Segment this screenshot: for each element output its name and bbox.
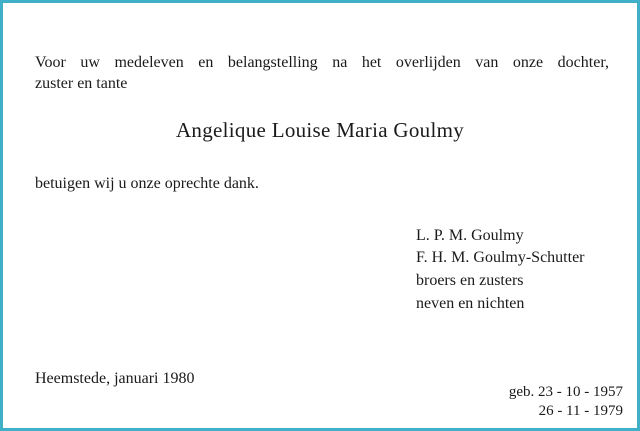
birth-date: geb. 23 - 10 - 1957	[508, 384, 623, 400]
intro-line-1: Voor uw medeleven en belangstelling na het overlijden van onze dochter,	[35, 54, 609, 71]
signatory-father: L. P. M. Goulmy	[416, 227, 524, 244]
signatory-cousins: neven en nichten	[416, 295, 525, 312]
death-date: 26 - 11 - 1979	[538, 403, 623, 419]
place-date: Heemstede, januari 1980	[35, 370, 195, 387]
intro-line-2: zuster en tante	[35, 75, 128, 92]
thanks-line: betuigen wij u onze oprechte dank.	[35, 175, 259, 192]
signatory-siblings: broers en zusters	[416, 272, 524, 289]
deceased-name: Angelique Louise Maria Goulmy	[175, 118, 465, 142]
life-dates	[509, 383, 623, 421]
signatory-mother: F. H. M. Goulmy-Schutter	[416, 249, 585, 266]
